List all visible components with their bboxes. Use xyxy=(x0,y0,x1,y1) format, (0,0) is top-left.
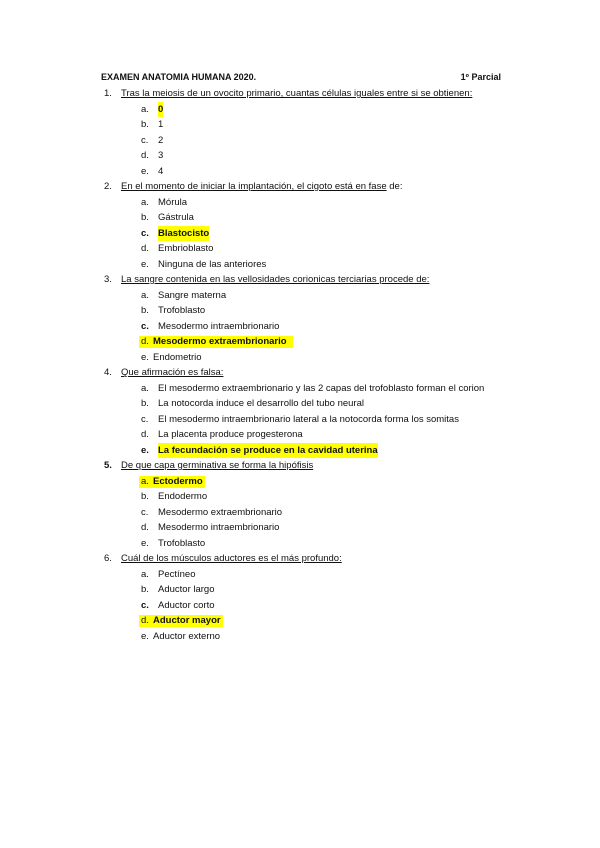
exam-partial-label: 1º Parcial xyxy=(460,72,501,82)
option-e xyxy=(0,629,600,645)
option-text: La notocorda induce el desarrollo del tubo neural xyxy=(158,398,364,409)
option-c xyxy=(0,412,600,428)
option-letter: b. xyxy=(141,119,149,130)
question-5 xyxy=(0,458,600,551)
option-text: Embrioblasto xyxy=(158,243,214,254)
question-number: 2. xyxy=(104,181,112,192)
option-b xyxy=(0,303,600,319)
option-d xyxy=(0,148,600,164)
option-b xyxy=(0,396,600,412)
option-c xyxy=(0,598,600,614)
option-letter: b. xyxy=(141,305,149,316)
option-text: Ninguna de las anteriores xyxy=(158,258,267,270)
option-b xyxy=(0,582,600,598)
option-letter: a. xyxy=(141,568,149,580)
question-1 xyxy=(0,86,600,179)
option-letter: b. xyxy=(141,491,149,502)
option-letter: c. xyxy=(141,506,149,518)
question-text: De que capa germinativa se forma la hipófisis xyxy=(121,460,314,471)
option-letter: e. xyxy=(141,258,149,270)
option-letter: e. xyxy=(141,444,149,456)
option-letter: c. xyxy=(141,227,149,239)
option-letter: d. xyxy=(141,429,149,440)
option-b xyxy=(0,489,600,505)
option-a xyxy=(0,567,600,583)
option-text: Endometrio xyxy=(153,351,202,363)
option-letter: e. xyxy=(141,630,149,642)
option-text: El mesodermo extraembrionario y las 2 capas del trofoblasto forman el corion xyxy=(158,382,485,394)
option-d xyxy=(0,427,600,443)
option-text: Mórula xyxy=(158,196,188,208)
option-b xyxy=(0,117,600,133)
option-letter: d. xyxy=(141,522,149,533)
option-letter: b. xyxy=(141,398,149,409)
option-letter: d. xyxy=(141,336,149,347)
option-letter: a. xyxy=(141,103,149,115)
question-2 xyxy=(0,179,600,272)
question-text-underlined: En el momento de iniciar la implantación, el cigoto está en fase xyxy=(121,181,387,192)
option-text: Gástrula xyxy=(158,212,194,223)
option-e xyxy=(0,257,600,273)
question-text: La sangre contenida en las vellosidades corionicas terciarias procede de: xyxy=(121,274,430,285)
option-letter: d. xyxy=(141,150,149,161)
option-a xyxy=(0,102,600,118)
option-d xyxy=(0,613,600,629)
question-text: Cuál de los músculos aductores es el más profundo: xyxy=(121,553,342,564)
option-text: Pectíneo xyxy=(158,568,196,580)
option-text-correct: La fecundación se produce en la cavidad uterina xyxy=(158,443,378,459)
option-text: La placenta produce progesterona xyxy=(158,429,303,440)
option-text: Aductor largo xyxy=(158,584,215,595)
option-text-correct: Mesodermo extraembrionario xyxy=(153,336,287,347)
option-letter: b. xyxy=(141,584,149,595)
option-a xyxy=(0,474,600,490)
option-letter: d. xyxy=(141,243,149,254)
option-letter: c. xyxy=(141,413,149,425)
option-text: Endodermo xyxy=(158,491,208,502)
option-text-correct: Blastocisto xyxy=(158,226,209,242)
option-text-correct: Aductor mayor xyxy=(153,615,221,626)
option-text-correct: 0 xyxy=(158,102,163,118)
option-e xyxy=(0,164,600,180)
option-text: Trofoblasto xyxy=(158,305,206,316)
question-text-rest: de: xyxy=(386,181,403,192)
option-text: 3 xyxy=(158,150,164,161)
option-text: El mesodermo intraembrionario lateral a la notocorda forma los somitas xyxy=(158,413,459,425)
question-number: 6. xyxy=(104,553,112,564)
option-text: Mesodermo extraembrionario xyxy=(158,506,283,518)
option-c xyxy=(0,133,600,149)
option-e xyxy=(0,536,600,552)
option-d xyxy=(0,334,600,350)
exam-title: EXAMEN ANATOMIA HUMANA 2020. xyxy=(101,72,257,82)
option-text: 4 xyxy=(158,165,164,177)
option-d xyxy=(0,241,600,257)
option-c xyxy=(0,226,600,242)
option-text-correct: Ectodermo xyxy=(153,475,203,487)
question-text: Que afirmación es falsa: xyxy=(121,367,224,378)
option-letter: e. xyxy=(141,351,149,363)
option-text: Mesodermo intraembrionario xyxy=(158,522,280,533)
option-letter: a. xyxy=(141,289,149,301)
question-4 xyxy=(0,365,600,458)
option-text: Aductor corto xyxy=(158,599,215,611)
option-letter: d. xyxy=(141,615,149,626)
question-number: 1. xyxy=(104,88,112,99)
option-letter: a. xyxy=(141,196,149,208)
option-letter: e. xyxy=(141,537,149,549)
question-3 xyxy=(0,272,600,365)
question-list xyxy=(0,86,600,644)
option-letter: b. xyxy=(141,212,149,223)
option-text: Sangre materna xyxy=(158,289,227,301)
question-number: 4. xyxy=(104,367,112,378)
question-number: 3. xyxy=(104,274,112,285)
question-number: 5. xyxy=(104,460,112,471)
option-text: Mesodermo intraembrionario xyxy=(158,320,280,332)
option-letter: a. xyxy=(141,475,149,487)
option-a xyxy=(0,381,600,397)
exam-header xyxy=(101,72,501,86)
option-d xyxy=(0,520,600,536)
option-text: Aductor externo xyxy=(153,630,221,642)
option-e xyxy=(0,443,600,459)
option-letter: a. xyxy=(141,382,149,394)
option-text: Trofoblasto xyxy=(158,537,206,549)
option-e xyxy=(0,350,600,366)
option-letter: c. xyxy=(141,134,149,146)
option-letter: e. xyxy=(141,165,149,177)
question-text xyxy=(121,179,402,195)
question-6 xyxy=(0,551,600,644)
option-a xyxy=(0,288,600,304)
option-letter: c. xyxy=(141,320,149,332)
question-text: Tras la meiosis de un ovocito primario, cuantas células iguales entre si se obtienen: xyxy=(121,88,473,99)
option-c xyxy=(0,319,600,335)
option-letter: c. xyxy=(141,599,149,611)
option-text: 2 xyxy=(158,134,164,146)
option-c xyxy=(0,505,600,521)
option-text: 1 xyxy=(158,119,164,130)
option-b xyxy=(0,210,600,226)
option-a xyxy=(0,195,600,211)
